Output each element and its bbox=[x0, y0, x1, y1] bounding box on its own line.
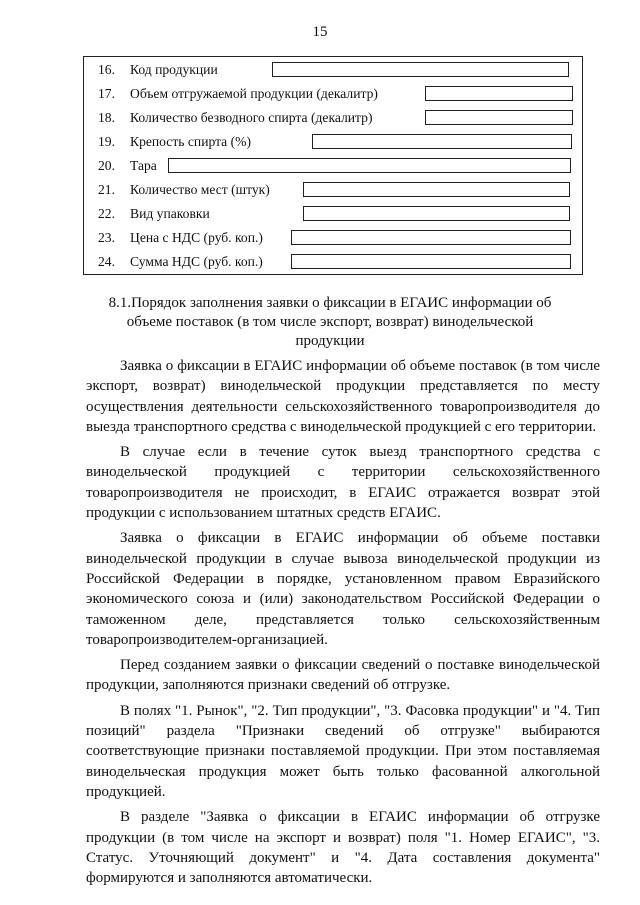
row-number: 22. bbox=[98, 206, 115, 221]
form-row-container bbox=[84, 154, 582, 177]
vat-amount-field[interactable] bbox=[291, 254, 571, 269]
form-row-shipped-volume bbox=[84, 82, 582, 105]
form-row-package-type bbox=[84, 202, 582, 225]
page-number: 15 bbox=[312, 24, 328, 40]
row-label: Цена с НДС (руб. коп.) bbox=[130, 230, 263, 245]
form-row-product-code bbox=[84, 58, 582, 81]
section-heading: 8.1.Порядок заполнения заявки о фиксации в ЕГАИС информации об объеме поставок (в том числе экспорт, возврат) винодельческой продукции bbox=[108, 295, 552, 349]
form-row-anhydrous-alcohol bbox=[84, 106, 582, 129]
container-field[interactable] bbox=[168, 158, 571, 173]
body-text bbox=[86, 356, 600, 893]
row-number: 18. bbox=[98, 110, 115, 125]
form-row-price-with-vat bbox=[84, 226, 582, 249]
paragraph: Заявка о фиксации в ЕГАИС информации об объеме поставки винодельческой продукции в случае вывоза винодельческой продукции из Российской Федерации в порядке, установленном правом Евразийского экономического союза и (или) законодательством Российской Федерации о таможенном деле, представляется только сельскохозяйственным товаропроизводителем-организацией. bbox=[86, 530, 600, 648]
paragraph: Перед созданием заявки о фиксации сведений о поставке винодельческой продукции, заполняются признаки сведений об отгрузке. bbox=[86, 657, 600, 694]
row-label: Крепость спирта (%) bbox=[130, 134, 251, 149]
row-number: 16. bbox=[98, 62, 115, 77]
row-label: Объем отгружаемой продукции (декалитр) bbox=[130, 86, 378, 101]
package-type-field[interactable] bbox=[303, 206, 570, 221]
package-count-field[interactable] bbox=[303, 182, 570, 197]
form-row-vat-amount bbox=[84, 250, 582, 273]
row-number: 19. bbox=[98, 134, 115, 149]
anhydrous-alcohol-field[interactable] bbox=[425, 110, 573, 125]
row-label: Код продукции bbox=[130, 62, 218, 77]
paragraph: В случае если в течение суток выезд транспортного средства с винодельческой продукцией с территории сельскохозяйственного товаропроизводителя не происходит, в ЕГАИС отражается возврат этой продукции с использованием штатных средств ЕГАИС. bbox=[86, 444, 600, 522]
row-label: Тара bbox=[130, 158, 157, 173]
form-row-alcohol-strength bbox=[84, 130, 582, 153]
row-label: Вид упаковки bbox=[130, 206, 210, 221]
product-info-form bbox=[83, 56, 583, 275]
paragraph: Заявка о фиксации в ЕГАИС информации об объеме поставок (в том числе экспорт, возврат) винодельческой продукции представляется по месту осуществления деятельности сельскохозяйственного товаропроизводителя до выезда транспортного средства с винодельческой продукцией с его территории. bbox=[86, 358, 600, 435]
paragraph: В полях "1. Рынок", "2. Тип продукции", "3. Фасовка продукции" и "4. Тип позиций" раздела "Признаки сведений об отгрузке" выбираются соответствующие признаки поставляемой продукции. При этом поставляемая винодельческая продукция может быть только фасованной алкогольной продукцией. bbox=[86, 702, 600, 800]
row-label: Сумма НДС (руб. коп.) bbox=[130, 254, 263, 269]
row-label: Количество безводного спирта (декалитр) bbox=[130, 110, 373, 125]
alcohol-strength-field[interactable] bbox=[312, 134, 572, 149]
shipped-volume-field[interactable] bbox=[425, 86, 573, 101]
row-number: 21. bbox=[98, 182, 115, 197]
row-number: 20. bbox=[98, 158, 115, 173]
row-number: 17. bbox=[98, 86, 115, 101]
paragraph: В разделе "Заявка о фиксации в ЕГАИС информации об отгрузке продукции (в том числе на экспорт и возврат) поля "1. Номер ЕГАИС", "3. Статус. Уточняющий документ" и "4. Дата составления документа" формируются и заполняются автоматически. bbox=[86, 809, 600, 887]
row-label: Количество мест (штук) bbox=[130, 182, 270, 197]
row-number: 23. bbox=[98, 230, 115, 245]
form-row-package-count bbox=[84, 178, 582, 201]
row-number: 24. bbox=[98, 254, 115, 269]
product-code-field[interactable] bbox=[272, 62, 569, 77]
price-with-vat-field[interactable] bbox=[291, 230, 571, 245]
